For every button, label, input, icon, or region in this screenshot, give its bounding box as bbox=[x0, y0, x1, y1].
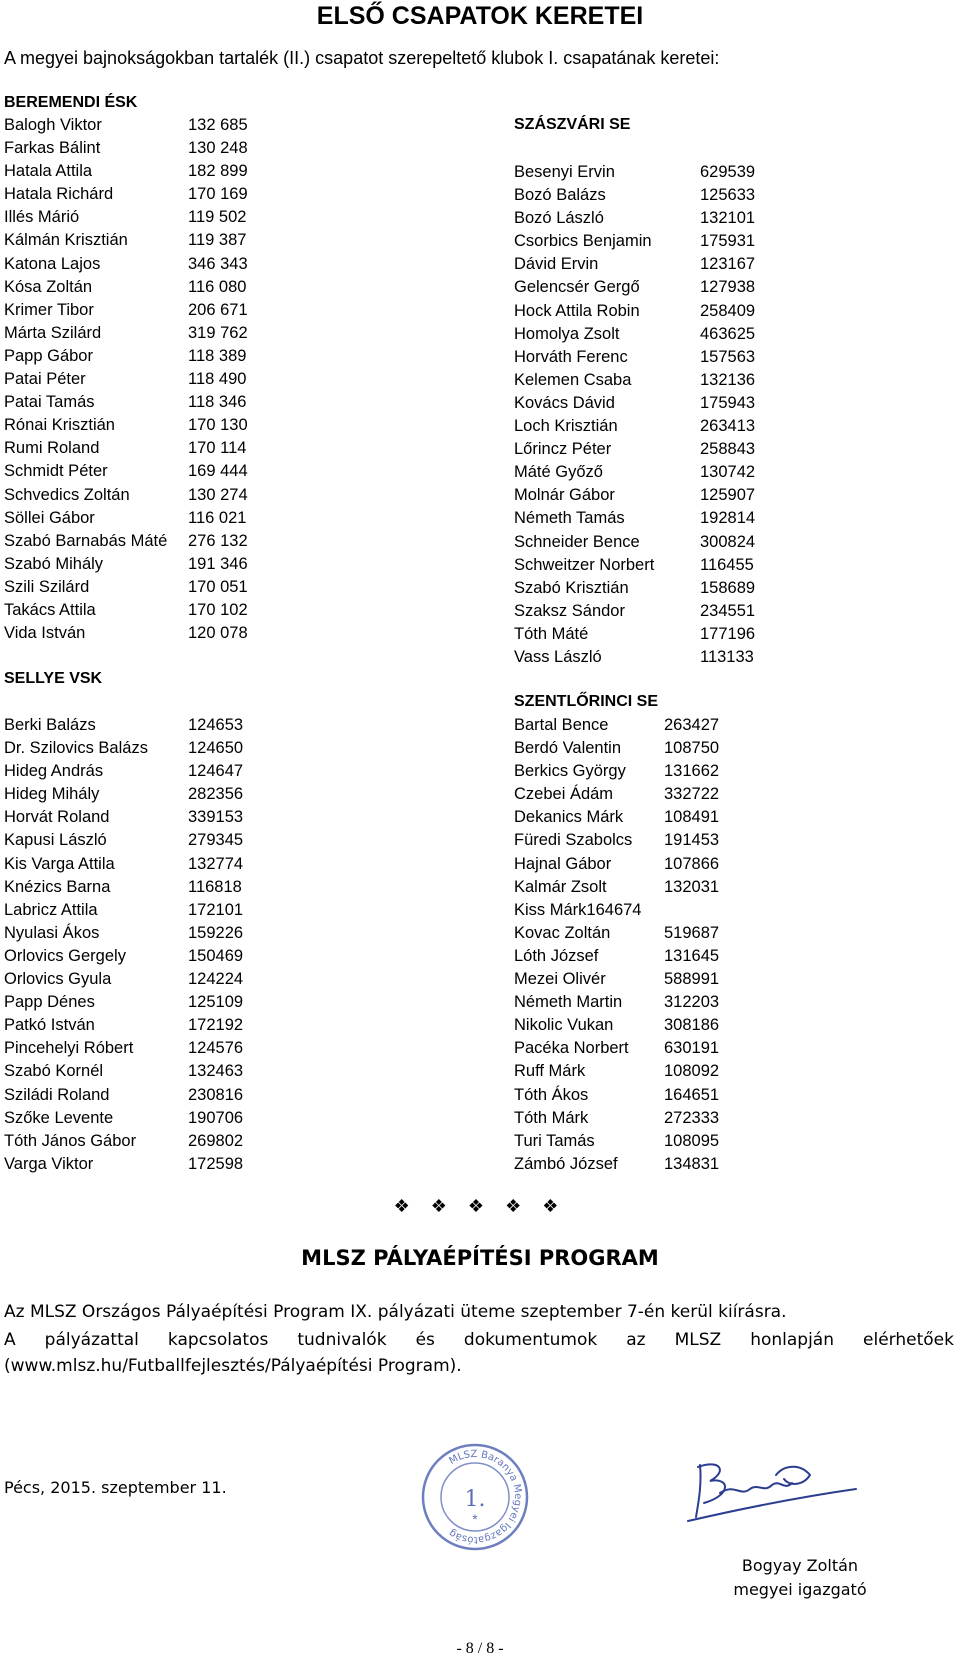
player-id: 346 343 bbox=[188, 254, 248, 273]
word: dokumentumok bbox=[463, 1330, 598, 1350]
player-name: Csorbics Benjamin bbox=[514, 232, 652, 251]
player-row bbox=[514, 945, 814, 968]
player-name: Pacéka Norbert bbox=[514, 1039, 629, 1058]
player-row bbox=[514, 531, 814, 554]
player-id: 279345 bbox=[188, 831, 244, 850]
player-id: 116 021 bbox=[188, 508, 247, 527]
player-name: Kovács Dávid bbox=[514, 393, 615, 412]
player-id: 463625 bbox=[700, 324, 756, 343]
player-row bbox=[4, 783, 304, 806]
player-id: 116455 bbox=[700, 555, 754, 574]
player-name: Patkó István bbox=[4, 1016, 95, 1035]
player-row bbox=[514, 899, 814, 922]
player-name: Szili Szilárd bbox=[4, 577, 90, 596]
player-id: 116818 bbox=[188, 877, 242, 896]
roster-sellye bbox=[4, 714, 304, 1176]
player-id: 130 274 bbox=[188, 485, 248, 504]
player-id: 132031 bbox=[664, 877, 720, 896]
player-id: 629539 bbox=[700, 163, 756, 181]
player-name: Németh Martin bbox=[514, 993, 623, 1012]
player-row bbox=[4, 322, 304, 345]
player-id: 124647 bbox=[188, 762, 244, 781]
player-name: Vass László bbox=[514, 647, 602, 666]
player-id: 308186 bbox=[664, 1016, 720, 1035]
player-row bbox=[4, 945, 304, 968]
player-name: Krimer Tibor bbox=[4, 300, 94, 319]
player-row bbox=[4, 622, 304, 645]
player-id: 124653 bbox=[188, 716, 244, 734]
player-id: 107866 bbox=[664, 854, 720, 873]
player-id: 132 685 bbox=[188, 116, 248, 134]
date-line: Pécs, 2015. szeptember 11. bbox=[4, 1478, 227, 1497]
player-name: Dr. Szilovics Balázs bbox=[4, 739, 148, 758]
player-id: 132463 bbox=[188, 1062, 244, 1081]
player-row bbox=[4, 829, 304, 852]
player-id: 131662 bbox=[664, 762, 720, 781]
player-id: 118 490 bbox=[188, 370, 247, 389]
team-name-szaszvar: SZÁSZVÁRI SE bbox=[514, 116, 631, 133]
player-name: Knézics Barna bbox=[4, 877, 111, 896]
player-name: Labricz Attila bbox=[4, 900, 98, 919]
word: kapcsolatos bbox=[167, 1330, 269, 1350]
player-row bbox=[514, 484, 814, 507]
player-name: Bozó László bbox=[514, 209, 604, 228]
svg-text:MLSZ Baranya Megyei Igazgatósá: MLSZ Baranya Megyei Igazgatóság bbox=[447, 1448, 524, 1546]
player-name: Loch Krisztián bbox=[514, 417, 618, 436]
player-row bbox=[4, 760, 304, 783]
player-id: 206 671 bbox=[188, 300, 248, 319]
player-row bbox=[514, 876, 814, 899]
player-name: Orlovics Gyula bbox=[4, 970, 112, 989]
player-id: 339153 bbox=[188, 808, 244, 827]
player-name: Tóth Ákos bbox=[514, 1085, 589, 1104]
player-id: 258409 bbox=[700, 301, 756, 320]
player-name: Bartal Bence bbox=[514, 716, 609, 734]
player-name: Szabó Kornél bbox=[4, 1062, 104, 1081]
player-id: 118 346 bbox=[188, 393, 247, 412]
player-id: 230816 bbox=[188, 1085, 244, 1104]
program-line-3: (www.mlsz.hu/Futballfejlesztés/Pályaépítési Program). bbox=[4, 1356, 462, 1376]
player-name: Dekanics Márk bbox=[514, 808, 624, 827]
player-name: Kósa Zoltán bbox=[4, 277, 93, 296]
player-row bbox=[514, 300, 814, 323]
team-name-szentlorinc: SZENTLŐRINCI SE bbox=[514, 693, 659, 710]
player-id: 300824 bbox=[700, 532, 756, 551]
player-id: 263413 bbox=[700, 417, 756, 436]
player-id: 108750 bbox=[664, 739, 720, 758]
player-id: 258843 bbox=[700, 440, 756, 459]
player-name: Sziládi Roland bbox=[4, 1085, 110, 1104]
player-id: 191453 bbox=[664, 831, 720, 850]
player-id: 630191 bbox=[664, 1039, 720, 1058]
player-row bbox=[514, 1037, 814, 1060]
intro-text: A megyei bajnokságokban tartalék (II.) csapatot szerepeltető klubok I. csapatának keretei: bbox=[4, 48, 720, 68]
signature bbox=[680, 1445, 860, 1535]
page-title: ELSŐ CSAPATOK KERETEI bbox=[316, 2, 644, 30]
page-number: - 8 / 8 - bbox=[456, 1640, 504, 1657]
player-row bbox=[514, 1060, 814, 1083]
svg-text:1.: 1. bbox=[464, 1487, 486, 1512]
player-name: Nikolic Vukan bbox=[514, 1016, 614, 1035]
player-name: Ruff Márk bbox=[514, 1062, 586, 1081]
player-row bbox=[4, 1014, 304, 1037]
player-id: 177196 bbox=[700, 624, 756, 643]
player-name: Rónai Krisztián bbox=[4, 416, 115, 435]
player-id: 118 389 bbox=[188, 346, 247, 365]
official-stamp bbox=[420, 1442, 530, 1552]
player-row bbox=[4, 530, 304, 553]
player-row bbox=[4, 1130, 304, 1153]
player-row bbox=[514, 577, 814, 600]
player-id: 170 102 bbox=[188, 600, 248, 619]
player-row bbox=[4, 1037, 304, 1060]
player-row bbox=[514, 369, 814, 392]
player-name: Tóth Márk bbox=[514, 1108, 589, 1127]
player-row bbox=[4, 991, 304, 1014]
player-id: 263427 bbox=[664, 716, 720, 734]
player-row bbox=[514, 184, 814, 207]
word: pályázattal bbox=[44, 1330, 139, 1350]
ornament-divider: ❖ ❖ ❖ ❖ ❖ bbox=[393, 1196, 567, 1216]
player-row bbox=[4, 345, 304, 368]
player-id: 124576 bbox=[188, 1039, 244, 1058]
player-id: 123167 bbox=[700, 255, 756, 274]
player-row bbox=[514, 323, 814, 346]
program-title: MLSZ PÁLYAÉPÍTÉSI PROGRAM bbox=[301, 1246, 659, 1270]
player-row bbox=[4, 806, 304, 829]
player-row bbox=[514, 623, 814, 646]
player-name: Máté Győző bbox=[514, 463, 603, 482]
signer-role: megyei igazgató bbox=[733, 1580, 867, 1599]
player-id: 116 080 bbox=[188, 277, 247, 296]
player-name: Szaksz Sándor bbox=[514, 601, 625, 620]
player-row bbox=[4, 507, 304, 530]
player-name: Varga Viktor bbox=[4, 1154, 94, 1173]
player-id: 172192 bbox=[188, 1016, 244, 1035]
player-id: 319 762 bbox=[188, 323, 248, 342]
player-id: 125633 bbox=[700, 186, 756, 205]
player-row bbox=[514, 760, 814, 783]
player-name: Kis Varga Attila bbox=[4, 854, 115, 873]
player-id: 272333 bbox=[664, 1108, 720, 1127]
signer-name: Bogyay Zoltán bbox=[741, 1556, 859, 1575]
player-row bbox=[4, 114, 304, 137]
player-id: 190706 bbox=[188, 1108, 244, 1127]
word: honlapján bbox=[750, 1330, 834, 1350]
player-id: 131645 bbox=[664, 946, 720, 965]
player-name: Kelemen Csaba bbox=[514, 370, 632, 389]
player-name: Horváth Ferenc bbox=[514, 347, 628, 366]
player-id: 132774 bbox=[188, 854, 244, 873]
word: A bbox=[4, 1330, 16, 1350]
player-row bbox=[4, 276, 304, 299]
player-row bbox=[4, 899, 304, 922]
word: és bbox=[415, 1330, 435, 1350]
player-row bbox=[4, 160, 304, 183]
player-row bbox=[4, 253, 304, 276]
player-row bbox=[4, 299, 304, 322]
player-name: Mezei Olivér bbox=[514, 970, 606, 989]
player-row bbox=[514, 829, 814, 852]
player-name: Takács Attila bbox=[4, 600, 96, 619]
player-name: Orlovics Gergely bbox=[4, 946, 126, 965]
player-id: 332722 bbox=[664, 785, 720, 804]
player-row bbox=[4, 553, 304, 576]
player-row bbox=[514, 1084, 814, 1107]
player-id: 234551 bbox=[700, 601, 756, 620]
player-name: Homolya Zsolt bbox=[514, 324, 620, 343]
player-row bbox=[514, 737, 814, 760]
player-id: 125907 bbox=[700, 486, 756, 505]
team-name-sellye: SELLYE VSK bbox=[4, 670, 103, 687]
player-name: Tóth János Gábor bbox=[4, 1131, 137, 1150]
player-row bbox=[514, 1130, 814, 1153]
player-id: 170 130 bbox=[188, 416, 248, 435]
player-row bbox=[4, 576, 304, 599]
player-row bbox=[4, 714, 304, 737]
player-name: Tóth Máté bbox=[514, 624, 589, 643]
svg-text:*: * bbox=[472, 1511, 478, 1527]
player-row bbox=[514, 554, 814, 577]
player-row bbox=[4, 922, 304, 945]
player-name: Berdó Valentin bbox=[514, 739, 622, 758]
player-name: Farkas Bálint bbox=[4, 139, 101, 158]
player-name: Kiss Márk164674 bbox=[514, 900, 642, 919]
word: MLSZ bbox=[674, 1330, 722, 1350]
player-row bbox=[4, 1153, 304, 1176]
player-row bbox=[4, 853, 304, 876]
player-id: 119 387 bbox=[188, 231, 247, 250]
word: elérhetőek bbox=[863, 1330, 954, 1350]
player-id: 312203 bbox=[664, 993, 720, 1012]
player-row bbox=[514, 783, 814, 806]
player-id: 108092 bbox=[664, 1062, 720, 1081]
player-row bbox=[4, 1084, 304, 1107]
player-id: 158689 bbox=[700, 578, 756, 597]
player-name: Szabó Mihály bbox=[4, 554, 104, 573]
player-row bbox=[514, 230, 814, 253]
player-id: 276 132 bbox=[188, 531, 248, 550]
player-name: Berki Balázs bbox=[4, 716, 96, 734]
player-id: 124650 bbox=[188, 739, 244, 758]
player-row bbox=[514, 600, 814, 623]
team-name-beremend: BEREMENDI ÉSK bbox=[4, 94, 138, 111]
player-id: 169 444 bbox=[188, 462, 248, 481]
player-row bbox=[514, 1014, 814, 1037]
player-name: Bozó Balázs bbox=[514, 186, 606, 205]
player-name: Hock Attila Robin bbox=[514, 301, 640, 320]
player-name: Hajnal Gábor bbox=[514, 854, 612, 873]
player-row bbox=[514, 922, 814, 945]
player-name: Hideg András bbox=[4, 762, 104, 781]
player-id: 125109 bbox=[188, 993, 244, 1012]
player-name: Balogh Viktor bbox=[4, 116, 102, 134]
player-id: 157563 bbox=[700, 347, 756, 366]
player-name: Papp Gábor bbox=[4, 346, 93, 365]
player-row bbox=[514, 207, 814, 230]
player-name: Lóth József bbox=[514, 946, 599, 965]
player-name: Füredi Szabolcs bbox=[514, 831, 633, 850]
player-row bbox=[514, 1153, 814, 1176]
player-name: Lőrincz Péter bbox=[514, 440, 612, 459]
player-id: 588991 bbox=[664, 970, 720, 989]
player-row bbox=[4, 1107, 304, 1130]
player-row bbox=[4, 137, 304, 160]
player-name: Horvát Roland bbox=[4, 808, 110, 827]
player-name: Kalmár Zsolt bbox=[514, 877, 607, 896]
player-row bbox=[4, 484, 304, 507]
player-id: 175943 bbox=[700, 393, 756, 412]
player-id: 127938 bbox=[700, 278, 756, 297]
player-name: Vida István bbox=[4, 624, 86, 643]
player-name: Papp Dénes bbox=[4, 993, 95, 1012]
player-row bbox=[514, 646, 814, 669]
player-id: 192814 bbox=[700, 509, 756, 528]
player-row bbox=[514, 853, 814, 876]
player-row bbox=[514, 461, 814, 484]
player-id: 519687 bbox=[664, 923, 720, 942]
player-name: Besenyi Ervin bbox=[514, 163, 615, 181]
player-name: Dávid Ervin bbox=[514, 255, 599, 274]
player-name: Patai Péter bbox=[4, 370, 86, 389]
player-row bbox=[4, 229, 304, 252]
player-name: Schvedics Zoltán bbox=[4, 485, 130, 504]
player-id: 130742 bbox=[700, 463, 756, 482]
player-name: Rumi Roland bbox=[4, 439, 100, 458]
player-id: 191 346 bbox=[188, 554, 248, 573]
player-name: Szabó Krisztián bbox=[514, 578, 629, 597]
player-name: Kovac Zoltán bbox=[514, 923, 611, 942]
player-name: Kálmán Krisztián bbox=[4, 231, 128, 250]
player-name: Schweitzer Norbert bbox=[514, 555, 655, 574]
player-row bbox=[4, 368, 304, 391]
player-id: 172101 bbox=[188, 900, 244, 919]
player-id: 164651 bbox=[664, 1085, 720, 1104]
player-row bbox=[4, 391, 304, 414]
roster-beremend bbox=[4, 114, 304, 645]
player-row bbox=[514, 253, 814, 276]
player-id: 175931 bbox=[700, 232, 756, 251]
player-name: Turi Tamás bbox=[514, 1131, 595, 1150]
player-name: Hideg Mihály bbox=[4, 785, 100, 804]
player-row bbox=[4, 460, 304, 483]
player-id: 170 051 bbox=[188, 577, 248, 596]
player-name: Márta Szilárd bbox=[4, 323, 102, 342]
player-id: 282356 bbox=[188, 785, 244, 804]
program-line-2 bbox=[4, 1330, 954, 1350]
player-name: Katona Lajos bbox=[4, 254, 101, 273]
player-row bbox=[514, 507, 814, 530]
player-name: Pincehelyi Róbert bbox=[4, 1039, 134, 1058]
player-name: Schneider Bence bbox=[514, 532, 640, 551]
player-name: Zámbó József bbox=[514, 1154, 618, 1173]
player-name: Szőke Levente bbox=[4, 1108, 114, 1127]
player-row bbox=[4, 1060, 304, 1083]
player-row bbox=[514, 346, 814, 369]
player-row bbox=[4, 414, 304, 437]
player-row bbox=[4, 737, 304, 760]
player-row bbox=[514, 714, 814, 737]
player-row bbox=[514, 806, 814, 829]
player-name: Czebei Ádám bbox=[514, 785, 614, 804]
player-id: 119 502 bbox=[188, 208, 247, 227]
player-name: Patai Tamás bbox=[4, 393, 95, 412]
player-row bbox=[514, 991, 814, 1014]
player-id: 170 114 bbox=[188, 439, 247, 458]
player-name: Németh Tamás bbox=[514, 509, 625, 528]
player-row bbox=[4, 968, 304, 991]
player-id: 182 899 bbox=[188, 162, 248, 181]
player-id: 120 078 bbox=[188, 624, 248, 643]
player-id: 159226 bbox=[188, 923, 244, 942]
player-name: Berkics György bbox=[514, 762, 626, 781]
player-id: 170 169 bbox=[188, 185, 248, 204]
program-line-1: Az MLSZ Országos Pályaépítési Program IX. pályázati üteme szeptember 7-én kerül kiírásra. bbox=[4, 1302, 787, 1322]
player-id: 172598 bbox=[188, 1154, 244, 1173]
player-row bbox=[4, 183, 304, 206]
player-id: 113133 bbox=[700, 647, 754, 666]
player-id: 269802 bbox=[188, 1131, 244, 1150]
player-row bbox=[4, 876, 304, 899]
player-row bbox=[4, 599, 304, 622]
player-row bbox=[514, 161, 814, 184]
player-row bbox=[514, 968, 814, 991]
player-name: Kapusi László bbox=[4, 831, 107, 850]
player-name: Söllei Gábor bbox=[4, 508, 95, 527]
player-id: 134831 bbox=[664, 1154, 720, 1173]
player-row bbox=[514, 438, 814, 461]
word: az bbox=[626, 1330, 646, 1350]
player-name: Gelencsér Gergő bbox=[514, 278, 640, 297]
player-name: Hatala Attila bbox=[4, 162, 93, 181]
player-name: Szabó Barnabás Máté bbox=[4, 531, 168, 550]
player-id: 132101 bbox=[700, 209, 756, 228]
player-id: 132136 bbox=[700, 370, 756, 389]
player-name: Hatala Richárd bbox=[4, 185, 114, 204]
player-id: 108095 bbox=[664, 1131, 720, 1150]
player-name: Illés Márió bbox=[4, 208, 80, 227]
player-name: Schmidt Péter bbox=[4, 462, 108, 481]
word: tudnivalók bbox=[297, 1330, 387, 1350]
player-row bbox=[514, 1107, 814, 1130]
player-id: 150469 bbox=[188, 946, 244, 965]
roster-szaszvar bbox=[514, 161, 814, 669]
player-name: Molnár Gábor bbox=[514, 486, 615, 505]
player-row bbox=[514, 276, 814, 299]
player-id: 130 248 bbox=[188, 139, 248, 158]
player-id: 124224 bbox=[188, 970, 244, 989]
player-row bbox=[514, 415, 814, 438]
player-name: Nyulasi Ákos bbox=[4, 923, 100, 942]
player-row bbox=[4, 206, 304, 229]
player-id: 108491 bbox=[664, 808, 720, 827]
player-row bbox=[4, 437, 304, 460]
player-row bbox=[514, 392, 814, 415]
roster-szentlorinc bbox=[514, 714, 814, 1176]
